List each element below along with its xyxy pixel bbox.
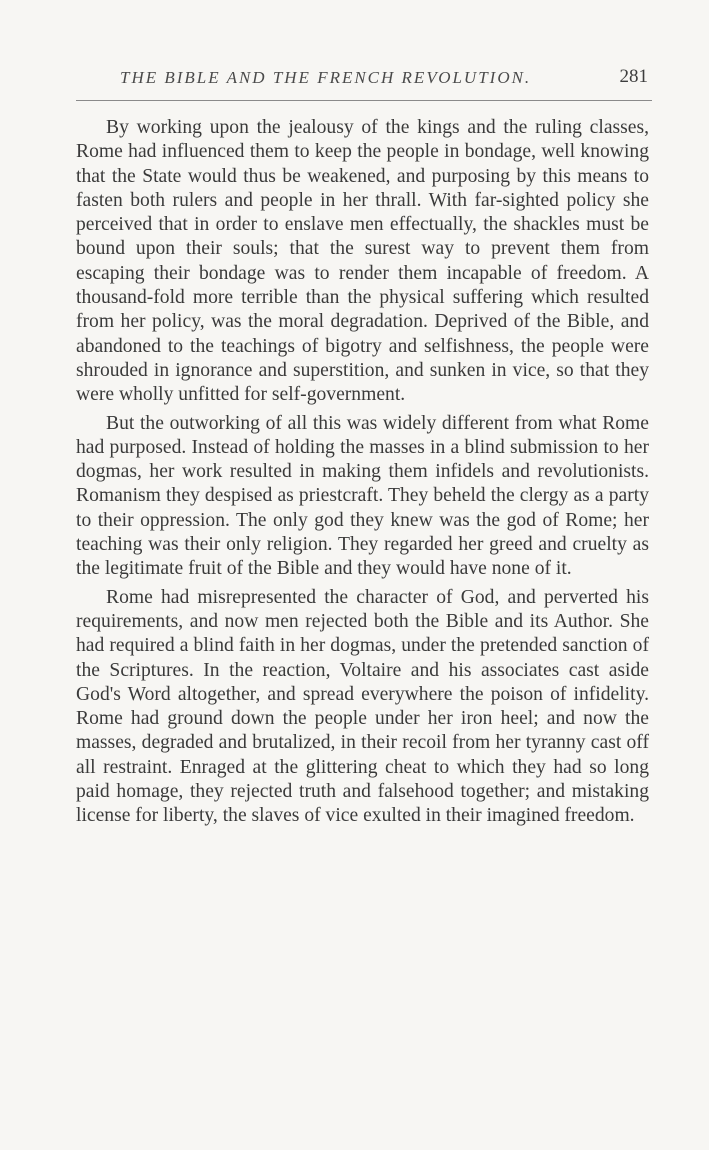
body-text	[76, 116, 649, 829]
paragraph-2: But the outworking of all this was widely different from what Rome had purposed. Instead of holding the masses in a blind submission to her dogmas, her work resulted in making them infidels and revolutionists. Romanism they despised as priestcraft. They beheld the clergy as a party to their oppression. The only god they knew was the god of Rome; her teaching was their only religion. They regarded her greed and cruelty as the legitimate fruit of the Bible and they would have none of it.	[76, 412, 649, 580]
header-rule	[76, 100, 652, 101]
running-header	[76, 68, 652, 102]
running-title: THE BIBLE AND THE FRENCH REVOLUTION.	[120, 68, 532, 87]
page-number: 281	[619, 66, 648, 87]
paragraph-1: By working upon the jealousy of the kings and the ruling classes, Rome had influenced them to keep the people in bondage, well knowing that the State would thus be weakened, and purposing by this means to fasten both rulers and people in her thrall. With far-sighted policy she perceived that in order to enslave men effectually, the shackles must be bound upon their souls; that the surest way to prevent them from escaping their bondage was to render them incapable of freedom. A thousand-fold more terrible than the physical suffering which resulted from her policy, was the moral degradation. Deprived of the Bible, and abandoned to the teachings of bigotry and selfishness, the people were shrouded in ignorance and superstition, and sunken in vice, so that they were wholly unfitted for self-government.	[76, 117, 649, 406]
paragraph-3: Rome had misrepresented the character of God, and perverted his requirements, and now men rejected both the Bible and its Author. She had required a blind faith in her dogmas, under the pretended sanction of the Scriptures. In the reaction, Voltaire and his associates cast aside God's Word altogether, and spread everywhere the poison of infidelity. Rome had ground down the people under her iron heel; and now the masses, degraded and brutalized, in their recoil from her tyranny cast off all restraint. Enraged at the glittering cheat to which they had so long paid homage, they rejected truth and falsehood together; and mistaking license for liberty, the slaves of vice exulted in their imagined freedom.	[76, 586, 649, 827]
